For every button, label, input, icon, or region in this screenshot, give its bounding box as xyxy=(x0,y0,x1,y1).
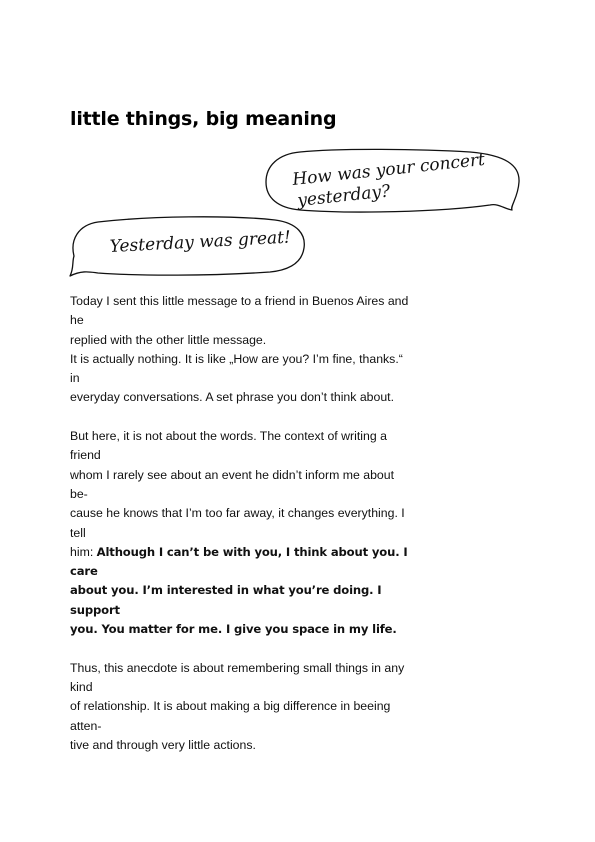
question-line-2: yesterday? xyxy=(296,181,392,211)
paragraph-2 xyxy=(70,427,415,639)
text-line: But here, it is not about the words. The context of writing a friend xyxy=(70,429,387,463)
emphasis-text: you. You matter for me. I give you space in my life. xyxy=(70,622,397,637)
speech-bubbles-illustration xyxy=(0,0,595,300)
text-line: cause he knows that I’m too far away, it changes everything. I tell xyxy=(70,506,405,540)
text-line: everyday conversations. A set phrase you don’t think about. xyxy=(70,390,395,405)
question-speech-bubble xyxy=(266,149,519,212)
text-line-mixed xyxy=(70,543,415,582)
text-line: It is actually nothing. It is like „How are you? I’m fine, thanks.“ in xyxy=(70,351,403,386)
reply-speech-bubble xyxy=(70,217,304,276)
emphasis-text: about you. I’m interested in what you’re doing. I support xyxy=(70,583,382,617)
text-line: Thus, this anecdote is about remembering small things in any kind xyxy=(70,660,405,694)
text-line: whom I rarely see about an event he didn’t inform me about be- xyxy=(70,467,395,501)
question-line-1: How was your concert xyxy=(291,149,486,190)
emphasis-text: Although I can’t be with you, I think about you. I care xyxy=(70,544,408,579)
paragraph-3 xyxy=(70,659,415,755)
reply-text: Yesterday was great! xyxy=(109,227,292,257)
text-line: of relationship. It is about making a big difference in beeing atten- xyxy=(70,699,391,733)
paragraph-1 xyxy=(70,292,415,408)
page-title: little things, big meaning xyxy=(70,108,337,130)
text-line: tive and through very little actions. xyxy=(70,737,256,752)
lead-text: him: xyxy=(70,544,97,559)
text-line: Today I sent this little message to a friend in Buenos Aires and he xyxy=(70,294,409,328)
text-line: replied with the other little message. xyxy=(70,332,267,347)
article-body xyxy=(70,292,415,774)
